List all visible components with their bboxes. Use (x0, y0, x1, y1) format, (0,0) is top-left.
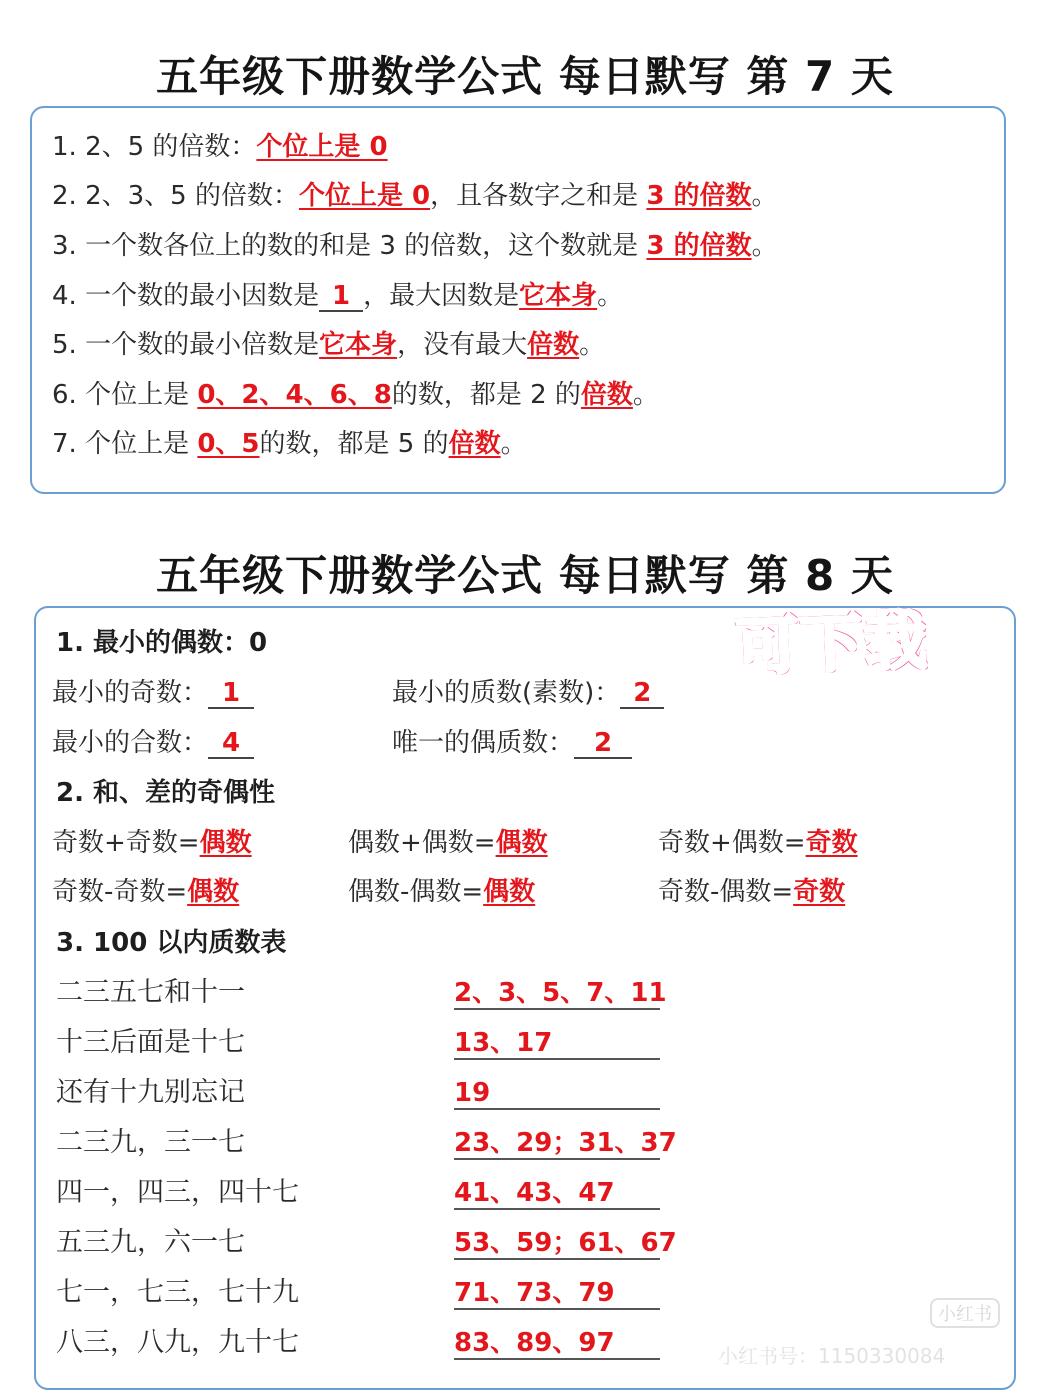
label: 唯一的偶质数： (392, 728, 575, 758)
item-text: 2. 2、3、5 的倍数： (52, 181, 299, 211)
item-text: 5. 一个数的最小倍数是 (52, 330, 320, 360)
answer: 1 (319, 282, 363, 312)
day7-item-1 (52, 132, 388, 162)
expr: 偶数-偶数= (348, 877, 484, 907)
min-composite (52, 728, 254, 759)
answer: 偶数 (187, 877, 240, 907)
prime-numbers: 83、89、97 (454, 1328, 660, 1360)
parity-1 (52, 828, 252, 858)
prime-rhyme: 四一，四三，四十七 (56, 1177, 299, 1208)
item-text: 6. 个位上是 (52, 380, 198, 410)
day7-item-3 (52, 231, 778, 261)
label: 最小的质数(素数)： (392, 678, 621, 708)
answer: 3 的倍数 (646, 231, 752, 261)
item-text: 4. 一个数的最小因数是 (52, 281, 320, 311)
parity-4 (52, 877, 239, 907)
answer: 偶数 (199, 828, 252, 858)
prime-numbers: 41、43、47 (454, 1178, 660, 1210)
item-text: 。 (579, 330, 606, 360)
prime-numbers: 13、17 (454, 1028, 660, 1060)
day7-item-2 (52, 181, 778, 211)
answer: 1 (208, 679, 254, 709)
item-text: 的数，都是 5 的 (259, 429, 449, 459)
expr: 奇数-偶数= (658, 877, 794, 907)
answer: 个位上是 0 (256, 132, 388, 162)
download-stamp: 可下载 (734, 603, 930, 684)
prime-numbers: 19 (454, 1078, 660, 1110)
day7-title: 五年级下册数学公式 每日默写 第 7 天 (156, 52, 894, 101)
parity-6 (658, 877, 845, 907)
answer: 倍数 (580, 380, 633, 410)
expr: 奇数+偶数= (658, 828, 806, 858)
answer: 倍数 (527, 330, 580, 360)
item-text: 。 (632, 380, 659, 410)
prime-numbers: 71、73、79 (454, 1278, 660, 1310)
item-text: ，且各数字之和是 (430, 181, 647, 211)
s2-heading: 2. 和、差的奇偶性 (56, 778, 276, 808)
answer: 倍数 (448, 429, 501, 459)
item-text: 。 (500, 429, 527, 459)
watermark-logo-icon: 小红书 (930, 1298, 1000, 1328)
expr: 偶数+偶数= (348, 828, 496, 858)
answer: 2 (620, 679, 664, 709)
expr: 奇数-奇数= (52, 877, 188, 907)
parity-2 (348, 828, 548, 858)
label: 最小的奇数： (52, 678, 209, 708)
answer: 0、2、4、6、8 (197, 380, 392, 410)
min-prime (392, 678, 664, 709)
prime-rhyme: 八三，八九，九十七 (56, 1327, 299, 1358)
prime-numbers: 23、29；31、37 (454, 1128, 677, 1158)
day7-item-5 (52, 330, 605, 360)
item-text: ，最大因数是 (363, 281, 520, 311)
answer: 4 (208, 729, 254, 759)
parity-5 (348, 877, 535, 907)
min-odd (52, 678, 254, 709)
answer: 奇数 (793, 877, 846, 907)
prime-rhyme: 十三后面是十七 (56, 1027, 245, 1058)
item-text: 1. 2、5 的倍数： (52, 132, 257, 162)
expr: 奇数+奇数= (52, 828, 200, 858)
answer: 偶数 (483, 877, 536, 907)
s3-heading: 3. 100 以内质数表 (56, 928, 287, 958)
answer: 奇数 (805, 828, 858, 858)
day7-item-6 (52, 380, 659, 410)
parity-3 (658, 828, 858, 858)
prime-rhyme: 二三九，三一七 (56, 1127, 245, 1158)
prime-rhyme: 七一，七三，七十九 (56, 1277, 299, 1308)
day7-item-4 (52, 281, 623, 312)
item-text: ，没有最大 (397, 330, 528, 360)
only-even-prime (392, 728, 632, 759)
answer: 偶数 (495, 828, 548, 858)
day8-title: 五年级下册数学公式 每日默写 第 8 天 (156, 551, 894, 600)
answer: 3 的倍数 (646, 181, 752, 211)
item-text: 。 (751, 181, 778, 211)
answer: 它本身 (319, 330, 398, 360)
s1-heading: 1. 最小的偶数：0 (56, 628, 268, 658)
answer: 它本身 (519, 281, 598, 311)
item-text: 3. 一个数各位上的数的和是 3 的倍数，这个数就是 (52, 231, 647, 261)
item-text: 的数，都是 2 的 (391, 380, 581, 410)
label: 最小的合数： (52, 728, 209, 758)
item-text: 。 (597, 281, 624, 311)
prime-rhyme: 二三五七和十一 (56, 977, 245, 1008)
day7-item-7 (52, 429, 527, 459)
day7-formula-box (30, 106, 1006, 494)
answer: 2 (574, 729, 632, 759)
answer: 个位上是 0 (298, 181, 431, 211)
prime-rhyme: 还有十九别忘记 (56, 1077, 245, 1108)
answer: 0、5 (197, 429, 260, 459)
item-text: 7. 个位上是 (52, 429, 198, 459)
prime-numbers: 2、3、5、7、11 (454, 978, 667, 1008)
prime-rhyme: 五三九，六一七 (56, 1227, 245, 1258)
day8-formula-box (34, 606, 1016, 1390)
item-text: 。 (751, 231, 778, 261)
watermark-text: 小红书号：1150330084 (718, 1344, 946, 1368)
prime-numbers: 53、59；61、67 (454, 1228, 677, 1258)
